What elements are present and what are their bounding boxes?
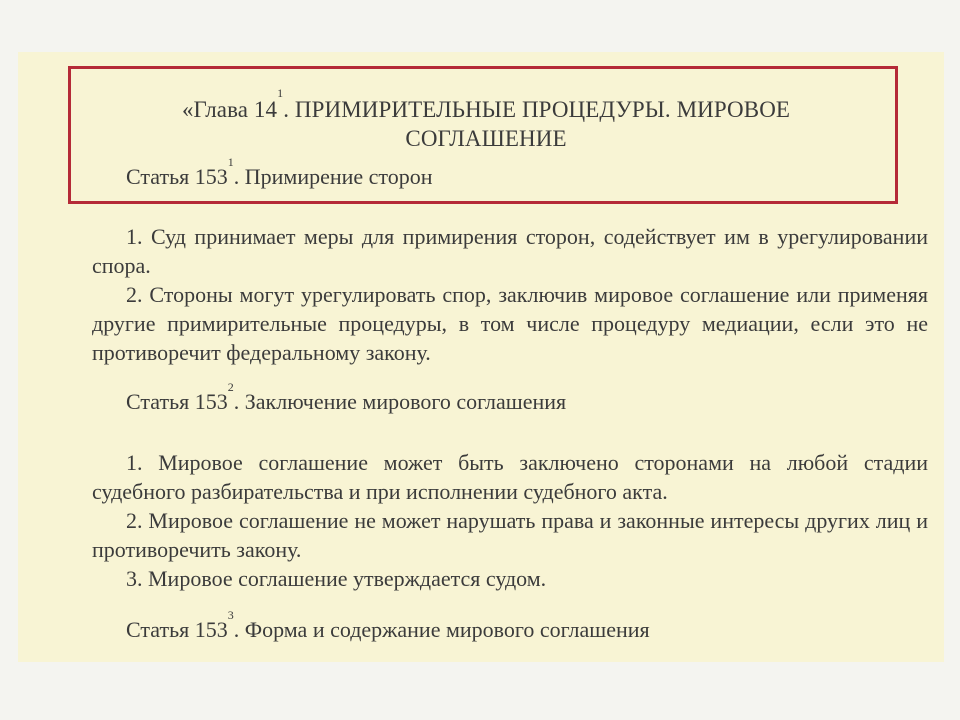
article-1-prefix: Статья 153 [126, 164, 228, 189]
article-2-prefix: Статья 153 [126, 389, 228, 414]
chapter-title-line1: . ПРИМИРИТЕЛЬНЫЕ ПРОЦЕДУРЫ. МИРОВОЕ [283, 97, 791, 122]
article-1-heading [126, 155, 433, 190]
article-1-paragraph-1: 1. Суд принимает меры для примирения сторон, содействует им в урегулировании спора. [92, 224, 928, 278]
article-2-heading [126, 380, 567, 415]
article-2-superscript: 2 [227, 380, 234, 394]
article-2-paragraph-3: 3. Мировое соглашение утверждается судом. [126, 566, 547, 591]
chapter-title-line2: СОГЛАШЕНИЕ [405, 126, 567, 151]
article-3-prefix: Статья 153 [126, 617, 228, 642]
article-1-title: . Примирение сторон [233, 164, 433, 189]
chapter-title [71, 86, 901, 153]
article-3-title: . Форма и содержание мирового соглашения [233, 617, 650, 642]
article-1-paragraph-2: 2. Стороны могут урегулировать спор, заключив мировое соглашение или применяя другие примирительные процедуры, в том числе процедуру медиации, если это не противоречит федеральному закону. [92, 282, 928, 365]
article-3-heading [126, 608, 650, 643]
article-2-title: . Заключение мирового соглашения [233, 389, 567, 414]
article-3-superscript: 3 [227, 608, 234, 622]
article-1-superscript: 1 [227, 155, 234, 169]
document-page [18, 52, 944, 662]
chapter-prefix: «Глава 14 [181, 97, 278, 122]
article-2-paragraph-2: 2. Мировое соглашение не может нарушать права и законные интересы других лиц и противоречить закону. [92, 508, 928, 562]
article-2-paragraph-1: 1. Мировое соглашение может быть заключено сторонами на любой стадии судебного разбирательства и при исполнении судебного акта. [92, 450, 928, 504]
chapter-superscript: 1 [277, 86, 284, 100]
